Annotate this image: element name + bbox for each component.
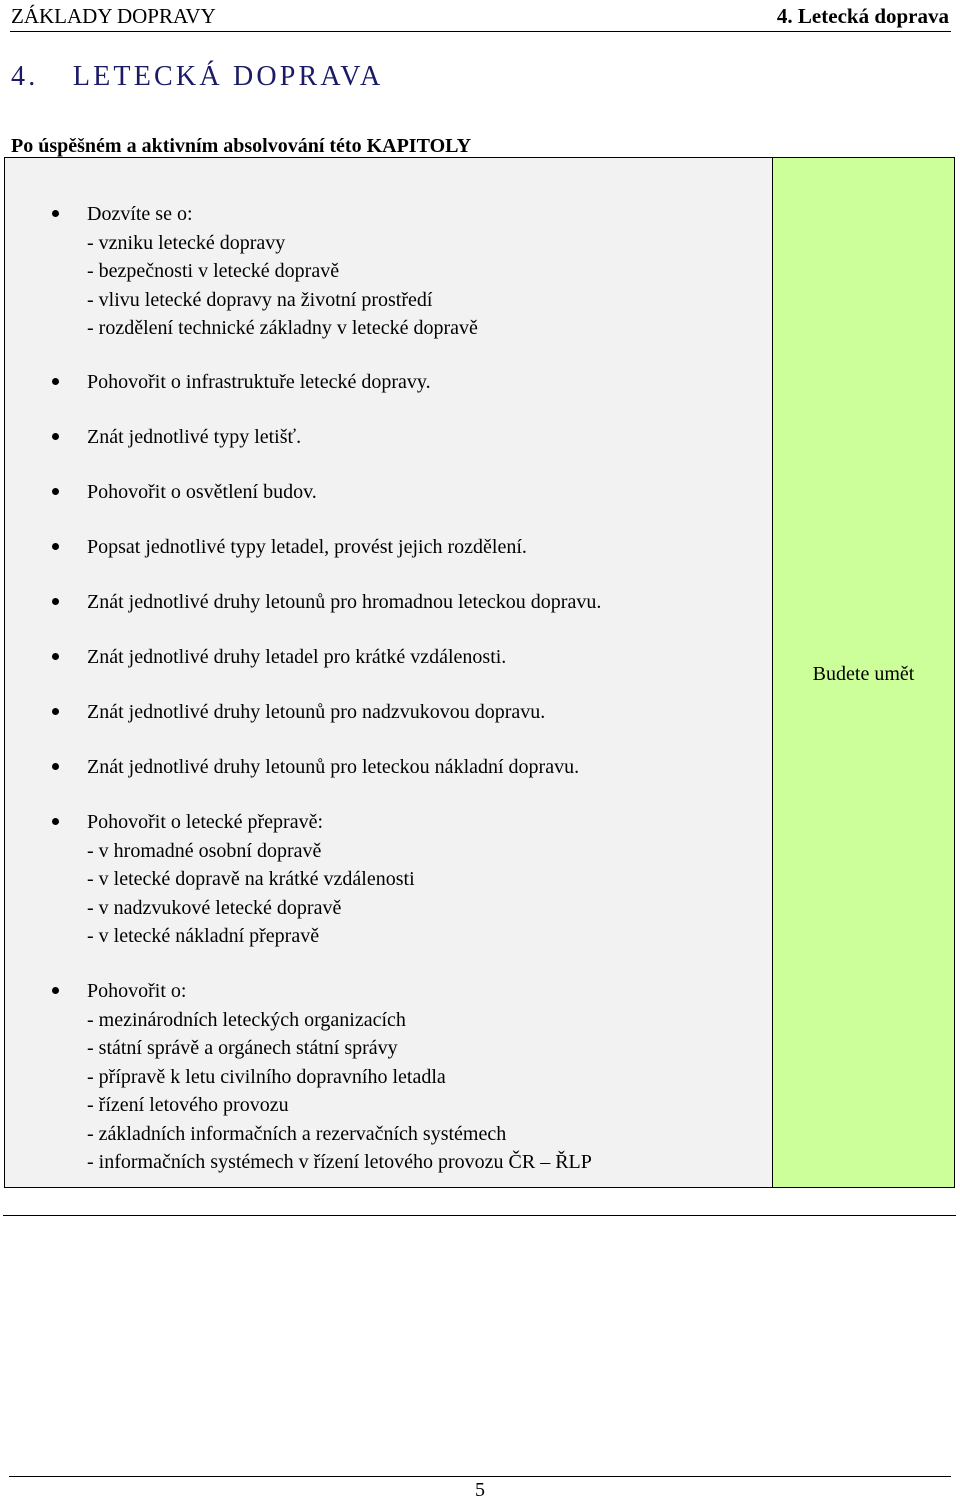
running-header-right: 4. Letecká doprava <box>776 4 949 28</box>
objective-subline: - v nadzvukové letecké dopravě <box>87 896 342 919</box>
objective-subline: - bezpečnosti v letecké dopravě <box>87 260 340 282</box>
objective-subline: - v letecké dopravě na krátké vzdálenosti <box>87 868 415 890</box>
bullet-icon <box>52 818 59 825</box>
objective-line: Pohovořit o osvětlení budov. <box>87 481 317 503</box>
objective-line: Znát jednotlivé druhy letounů pro hromadnou leteckou dopravu. <box>87 591 602 613</box>
bullet-icon <box>52 598 59 605</box>
objective-text <box>87 423 301 452</box>
objective-line: Znát jednotlivé druhy letounů pro leteckou nákladní dopravu. <box>87 756 580 778</box>
objective-text <box>87 643 506 672</box>
objectives-box <box>4 157 955 1188</box>
intro-line-1: Po úspěšném a aktivním absolvování této KAPITOLY <box>11 135 472 157</box>
objective-text <box>87 200 478 343</box>
header-divider <box>10 31 951 32</box>
content-end-divider <box>3 1215 956 1216</box>
page-number: 5 <box>475 1479 485 1501</box>
objective-subline: - základních informačních a rezervačních systémech <box>87 1122 507 1145</box>
objective-line: Znát jednotlivé typy letišť. <box>87 426 302 448</box>
objective-subline: - vzniku letecké dopravy <box>87 231 286 254</box>
objective-subline: - vlivu letecké dopravy na životní prostředí <box>87 288 433 311</box>
objective-subline: - v letecké nákladní přepravě <box>87 925 320 947</box>
bullet-icon <box>52 543 59 550</box>
objective-subline: - přípravě k letu civilního dopravního letadla <box>87 1065 446 1088</box>
side-panel-label: Budete umět <box>812 663 915 685</box>
objective-text <box>87 753 579 782</box>
objective-line: Pohovořit o letecké přepravě: <box>87 811 324 833</box>
objective-line: Pohovořit o infrastruktuře letecké dopravy. <box>87 371 431 393</box>
objective-subline: - státní správě a orgánech státní správy <box>87 1037 398 1059</box>
objective-subline: - řízení letového provozu <box>87 1094 289 1116</box>
objective-subline: - informačních systémech v řízení letového provozu ČR – ŘLP <box>87 1151 592 1173</box>
side-panel <box>773 158 954 1187</box>
bullet-icon <box>52 210 59 217</box>
footer-divider <box>9 1476 951 1477</box>
chapter-number: 4. <box>11 61 39 92</box>
objective-line: Popsat jednotlivé typy letadel, provést jejich rozdělení. <box>87 536 527 558</box>
bullet-icon <box>52 708 59 715</box>
objective-text <box>87 808 415 951</box>
bullet-icon <box>52 987 59 994</box>
objective-line: Dozvíte se o: <box>87 203 193 225</box>
objective-text <box>87 977 592 1177</box>
chapter-title <box>11 60 383 94</box>
objective-line: Znát jednotlivé druhy letounů pro nadzvukovou dopravu. <box>87 701 546 723</box>
objective-text <box>87 698 545 727</box>
bullet-icon <box>52 433 59 440</box>
bullet-icon <box>52 488 59 495</box>
objective-subline: - mezinárodních leteckých organizacích <box>87 1008 406 1031</box>
objective-text <box>87 478 317 507</box>
objective-subline: - v hromadné osobní dopravě <box>87 839 322 862</box>
bullet-icon <box>52 378 59 385</box>
objective-text <box>87 533 527 562</box>
bullet-icon <box>52 763 59 770</box>
objective-text <box>87 368 431 397</box>
objective-text <box>87 588 601 617</box>
objective-line: Znát jednotlivé druhy letadel pro krátké vzdálenosti. <box>87 646 507 668</box>
objective-line: Pohovořit o: <box>87 980 187 1002</box>
objectives-list <box>5 158 773 1187</box>
chapter-title-text: LETECKÁ DOPRAVA <box>72 61 384 92</box>
running-header-left: ZÁKLADY DOPRAVY <box>11 4 216 28</box>
bullet-icon <box>52 653 59 660</box>
objective-subline: - rozdělení technické základny v letecké dopravě <box>87 317 478 339</box>
